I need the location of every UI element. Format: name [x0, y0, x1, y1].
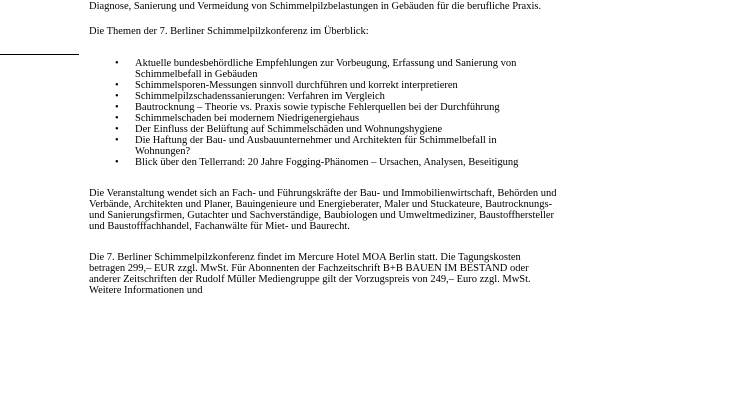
intro-paragraph: Diagnose, Sanierung und Vermeidung von Schimmelpilzbelastungen in Gebäuden für die berufliche Praxis. [89, 1, 542, 12]
list-item: • Schimmelsporen-Messungen sinnvoll durchführen und korrekt interpretieren [89, 80, 545, 91]
venue-paragraph: Die 7. Berliner Schimmelpilzkonferenz findet im Mercure Hotel MOA Berlin statt. Die Tagungskosten betragen 299,– EUR zzgl. MwSt. Für Abonnenten der Fachzeitschrift B+B BAUEN IM BESTAND oder anderer Zeitschriften der Rudolf Müller Mediengruppe gilt der Vorzugspreis von 249,– Euro zzgl. MwSt. Weitere Informationen und [89, 252, 531, 296]
topics-list [89, 58, 559, 168]
themes-heading: Die Themen der 7. Berliner Schimmelpilzkonferenz im Überblick: [89, 26, 369, 37]
audience-paragraph: Die Veranstaltung wendet sich an Fach- und Führungskräfte der Bau- und Immobilienwirtschaft, Behörden und Verbände, Architekten und Planer, Bauingenieure und Energieberater, Maler und Stuckateure, Bautrocknungs- und Sanierungsfirmen, Gutachter und Sachverständige, Baubiologen und Umweltmediziner, Baustoffhersteller und Baustofffachhandel, Fachanwälte für Miet- und Baurecht. [89, 188, 557, 232]
list-item: • Aktuelle bundesbehördliche Empfehlungen zur Vorbeugung, Erfassung und Sanierung von Schimmelbefall in Gebäuden [89, 58, 545, 80]
list-item: • Bautrocknung – Theorie vs. Praxis sowie typische Fehlerquellen bei der Durchführung [89, 102, 545, 113]
list-item: • Schimmelschaden bei modernem Niedrigenergiehaus [89, 113, 545, 124]
list-item: • Der Einfluss der Belüftung auf Schimmelschäden und Wohnungshygiene [89, 124, 545, 135]
list-item: • Blick über den Tellerrand: 20 Jahre Fogging-Phänomen – Ursachen, Analysen, Beseitigung [89, 157, 545, 168]
article-body [89, 0, 559, 296]
list-item: • Schimmelpilzschadenssanierungen: Verfahren im Vergleich [89, 91, 545, 102]
list-item: • Die Haftung der Bau- und Ausbauunternehmer und Architekten für Schimmelbefall in Wohnungen? [89, 135, 545, 157]
section-divider [0, 54, 79, 55]
